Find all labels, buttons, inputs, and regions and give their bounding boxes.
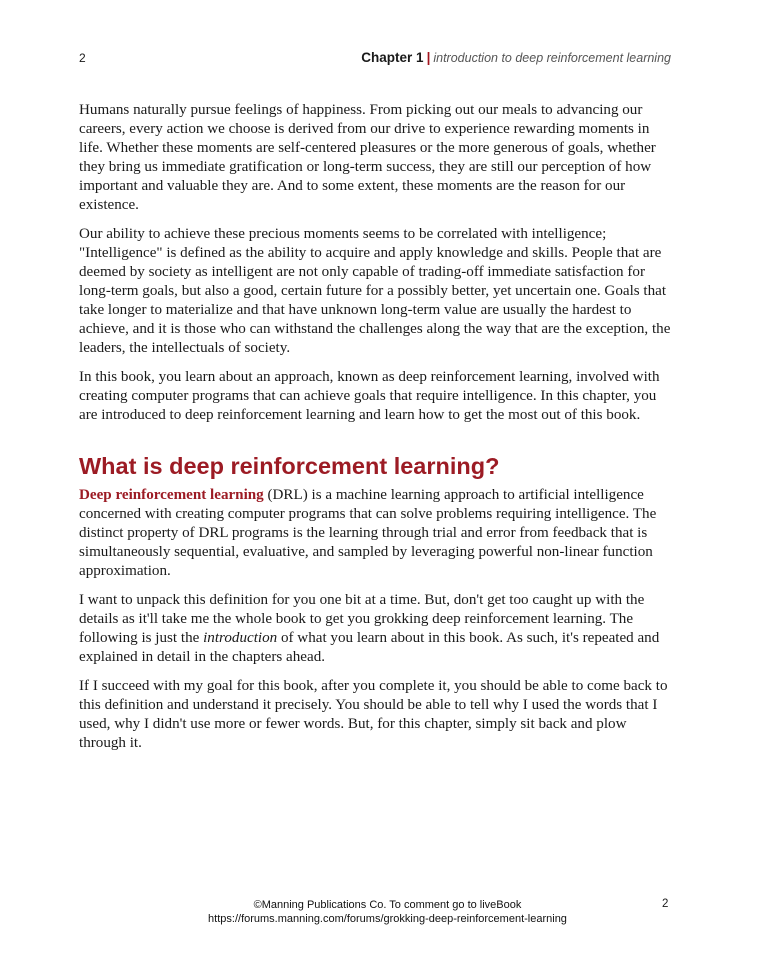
header-page-number: 2 bbox=[79, 51, 86, 65]
definition-term: Deep reinforcement learning bbox=[79, 487, 264, 503]
paragraph-intro-2: Our ability to achieve these precious moments seems to be correlated with intelligence; "Intelligence" is defined as the ability to acquire and apply knowledge and skills. People that are deemed by society as intelligent are not only capable of trading-off immediate satisfaction for long-term goals, but also a good, certain future for a possibly better, yet uncertain one. Goals that take longer to materialize and that have unknown long-term value are usually the hardest to achieve, and it is those who can withstand the challenges along the way that are the exception, the leaders, the intellectuals of society. bbox=[79, 226, 671, 356]
chapter-label: Chapter 1 bbox=[361, 50, 424, 65]
paragraph-definition bbox=[79, 486, 671, 581]
footer-page-number: 2 bbox=[662, 898, 669, 910]
unpack-before: I want to unpack this definition for you one bit at a time. But, don't get too caught up with the details as it'll take me the whole book to get you grokking deep reinforcement learning. The following is just the bbox=[79, 592, 645, 646]
unpack-emphasis: introduction bbox=[203, 630, 278, 646]
chapter-title: introduction to deep reinforcement learning bbox=[433, 51, 671, 65]
page-body bbox=[79, 101, 671, 763]
header-separator: | bbox=[426, 50, 431, 65]
section-heading: What is deep reinforcement learning? bbox=[79, 453, 500, 479]
definition-text: (DRL) is a machine learning approach to artificial intelligence concerned with creating computer programs that can solve problems requiring intelligence. The distinct property of DRL programs is the learning through trial and error from feedback that is simultaneously sequential, evaluative, and sampled by leveraging powerful non-linear function approximation. bbox=[79, 487, 657, 579]
paragraph-intro-1: Humans naturally pursue feelings of happiness. From picking out our meals to advancing our careers, every action we choose is derived from our drive to experience rewarding moments in life. Whether these moments are self-centered pleasures or the more generous of goals, whether they bring us immediate gratification or long-term success, they are still our perception of how important and valuable they are. And to some extent, these moments are the reason for our existence. bbox=[79, 102, 656, 213]
footer-url[interactable]: https://forums.manning.com/forums/grokking-deep-reinforcement-learning bbox=[208, 913, 567, 925]
footer-copyright: ©Manning Publications Co. To comment go to liveBook bbox=[253, 899, 522, 911]
running-head bbox=[361, 50, 671, 65]
paragraph-unpack bbox=[79, 591, 671, 667]
paragraph-closing: If I succeed with my goal for this book, after you complete it, you should be able to come back to this definition and understand it precisely. You should be able to tell why I used the words that I used, why I didn't use more or fewer words. But, for this chapter, simply sit back and plow through it. bbox=[79, 678, 668, 751]
unpack-after: of what you learn about in this book. As such, it's repeated and explained in detail in the chapters ahead. bbox=[79, 630, 660, 665]
paragraph-intro-3: In this book, you learn about an approach, known as deep reinforcement learning, involved with creating computer programs that can achieve goals that require intelligence. In this chapter, you are introduced to deep reinforcement learning and learn how to get the most out of this book. bbox=[79, 369, 660, 423]
